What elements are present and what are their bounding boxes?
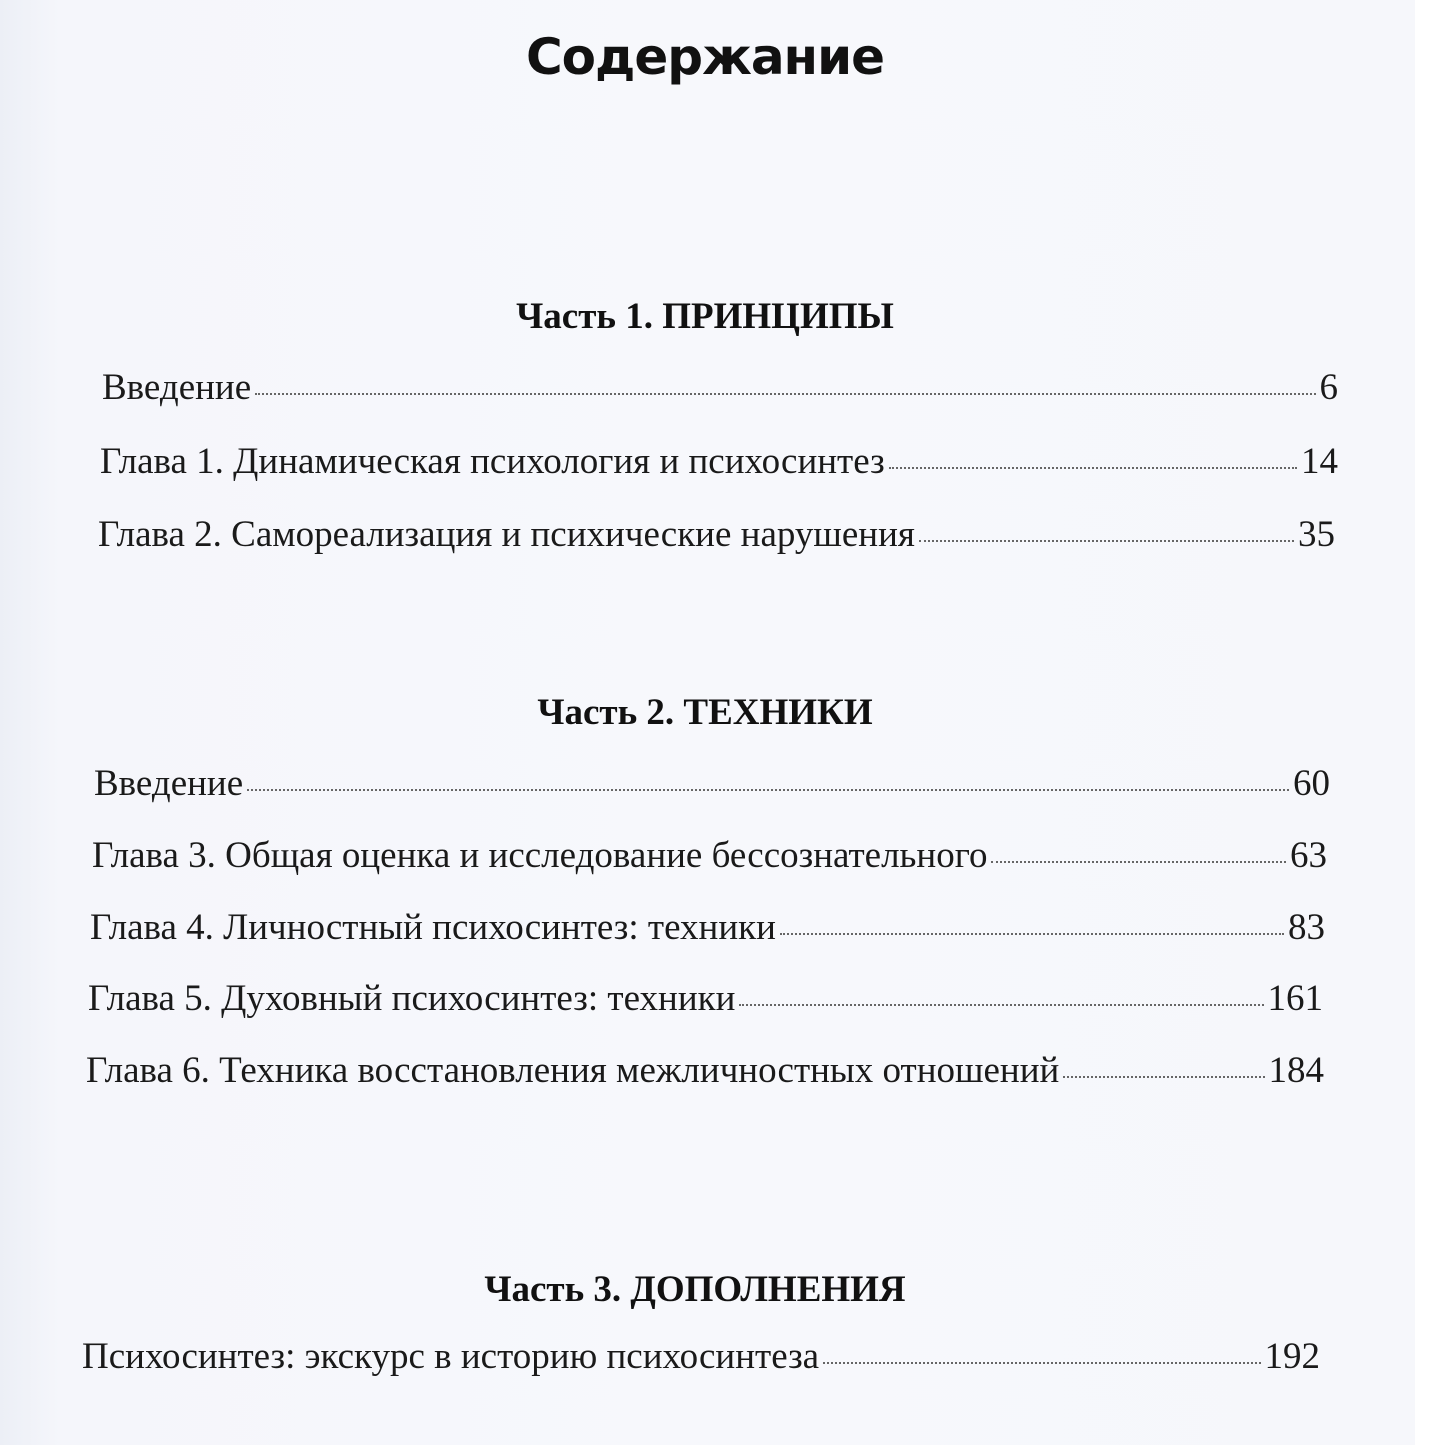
part-heading: Часть 1. ПРИНЦИПЫ (516, 296, 894, 337)
leader-dots (780, 933, 1284, 935)
toc-entry[interactable] (90, 906, 1325, 949)
toc-entry[interactable] (92, 834, 1327, 877)
part-heading: Часть 2. ТЕХНИКИ (537, 692, 873, 733)
page-title: Содержание (525, 28, 885, 86)
toc-entry-page: 14 (1301, 441, 1338, 482)
leader-dots (739, 1004, 1263, 1006)
toc-entry-page: 161 (1267, 978, 1323, 1019)
leader-dots (991, 861, 1286, 863)
toc-entry-page: 60 (1293, 763, 1330, 804)
toc-entry[interactable] (94, 762, 1330, 805)
toc-entry[interactable] (102, 366, 1338, 409)
toc-entry-label: Глава 2. Самореализация и психические нарушения (98, 514, 915, 555)
leader-dots (255, 393, 1315, 395)
toc-entry[interactable] (98, 513, 1335, 556)
leader-dots (823, 1362, 1260, 1364)
toc-entry-label: Введение (102, 367, 252, 408)
leader-dots (889, 467, 1297, 469)
toc-entry[interactable] (82, 1335, 1320, 1378)
toc-entry-label: Глава 5. Духовный психосинтез: техники (88, 978, 736, 1019)
toc-entry-label: Психосинтез: экскурс в историю психосинтеза (82, 1336, 820, 1377)
toc-entry-label: Глава 3. Общая оценка и исследование бессознательного (92, 835, 988, 876)
toc-entry[interactable] (88, 977, 1323, 1020)
toc-entry-page: 35 (1298, 514, 1335, 555)
toc-entry[interactable] (100, 440, 1338, 483)
toc-entry-page: 6 (1319, 367, 1338, 408)
leader-dots (1063, 1076, 1264, 1078)
leader-dots (919, 540, 1294, 542)
toc-entry-page: 184 (1268, 1050, 1324, 1091)
toc-entry[interactable] (86, 1049, 1324, 1092)
toc-entry-label: Введение (94, 763, 244, 804)
toc-entry-label: Глава 6. Техника восстановления межличностных отношений (86, 1050, 1060, 1091)
toc-entry-page: 192 (1264, 1336, 1320, 1377)
toc-entry-page: 83 (1288, 907, 1325, 948)
leader-dots (247, 789, 1289, 791)
toc-entry-label: Глава 1. Динамическая психология и психосинтез (100, 441, 885, 482)
toc-entry-label: Глава 4. Личностный психосинтез: техники (90, 907, 776, 948)
part-heading: Часть 3. ДОПОЛНЕНИЯ (484, 1269, 906, 1310)
toc-entry-page: 63 (1290, 835, 1327, 876)
